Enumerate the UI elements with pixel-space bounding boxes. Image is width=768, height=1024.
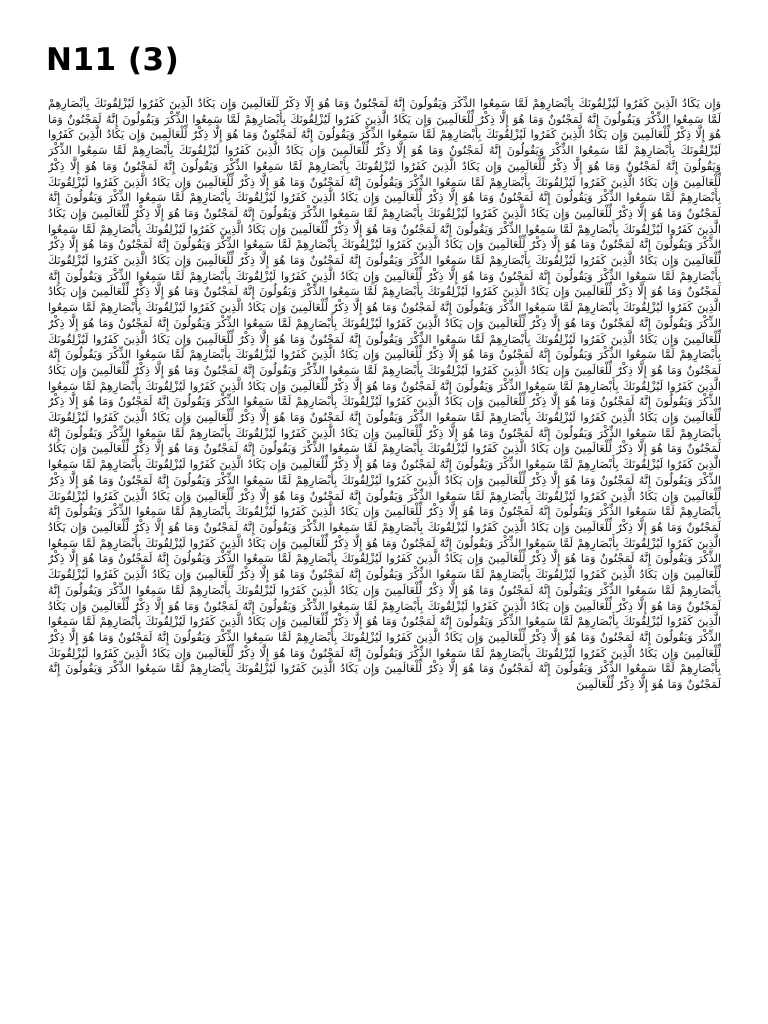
- arabic-body-text: وَإِن يَكَادُ الَّذِينَ كَفَرُوا لَيُزْلِقُونَكَ بِأَبْصَارِهِمْ لَمَّا سَمِعُوا الذِّكْرَ وَيَقُولُونَ إِنَّهُ لَمَجْنُونٌ وَمَا هُوَ إِلَّا ذِكْرٌ لِّلْعَالَمِينَ وَإِن يَكَادُ الَّذِينَ كَفَرُوا لَيُزْلِقُونَكَ بِأَبْصَارِهِمْ لَمَّا سَمِعُوا الذِّكْرَ وَيَقُولُونَ إِنَّهُ لَمَجْنُونٌ وَمَا هُوَ إِلَّا ذِكْرٌ لِّلْعَالَمِينَ وَإِن يَكَادُ الَّذِينَ كَفَرُوا لَيُزْلِقُونَكَ بِأَبْصَارِهِمْ لَمَّا سَمِعُوا الذِّكْرَ وَيَقُولُونَ إِنَّهُ لَمَجْنُونٌ وَمَا هُوَ إِلَّا ذِكْرٌ لِّلْعَالَمِينَ وَإِن يَكَادُ الَّذِينَ كَفَرُوا لَيُزْلِقُونَكَ بِأَبْصَارِهِمْ لَمَّا سَمِعُوا الذِّكْرَ وَيَقُولُونَ إِنَّهُ لَمَجْنُونٌ وَمَا هُوَ إِلَّا ذِكْرٌ لِّلْعَالَمِينَ وَإِن يَكَادُ الَّذِينَ كَفَرُوا لَيُزْلِقُونَكَ بِأَبْصَارِهِمْ لَمَّا سَمِعُوا الذِّكْرَ وَيَقُولُونَ إِنَّهُ لَمَجْنُونٌ وَمَا هُوَ إِلَّا ذِكْرٌ لِّلْعَالَمِينَ وَإِن يَكَادُ الَّذِينَ كَفَرُوا لَيُزْلِقُونَكَ بِأَبْصَارِهِمْ لَمَّا سَمِعُوا الذِّكْرَ وَيَقُولُونَ إِنَّهُ لَمَجْنُونٌ وَمَا هُوَ إِلَّا ذِكْرٌ لِّلْعَالَمِينَ وَإِن يَكَادُ الَّذِينَ كَفَرُوا لَيُزْلِقُونَكَ بِأَبْصَارِهِمْ لَمَّا سَمِعُوا الذِّكْرَ وَيَقُولُونَ إِنَّهُ لَمَجْنُونٌ وَمَا هُوَ إِلَّا ذِكْرٌ لِّلْعَالَمِينَ وَإِن يَكَادُ الَّذِينَ كَفَرُوا لَيُزْلِقُونَكَ بِأَبْصَارِهِمْ لَمَّا سَمِعُوا الذِّكْرَ وَيَقُولُونَ إِنَّهُ لَمَجْنُونٌ وَمَا هُوَ إِلَّا ذِكْرٌ لِّلْعَالَمِينَ وَإِن يَكَادُ الَّذِينَ كَفَرُوا لَيُزْلِقُونَكَ بِأَبْصَارِهِمْ لَمَّا سَمِعُوا الذِّكْرَ وَيَقُولُونَ إِنَّهُ لَمَجْنُونٌ وَمَا هُوَ إِلَّا ذِكْرٌ لِّلْعَالَمِينَ وَإِن يَكَادُ الَّذِينَ كَفَرُوا لَيُزْلِقُونَكَ بِأَبْصَارِهِمْ لَمَّا سَمِعُوا الذِّكْرَ وَيَقُولُونَ إِنَّهُ لَمَجْنُونٌ وَمَا هُوَ إِلَّا ذِكْرٌ لِّلْعَالَمِينَ وَإِن يَكَادُ الَّذِينَ كَفَرُوا لَيُزْلِقُونَكَ بِأَبْصَارِهِمْ لَمَّا سَمِعُوا الذِّكْرَ وَيَقُولُونَ إِنَّهُ لَمَجْنُونٌ وَمَا هُوَ إِلَّا ذِكْرٌ لِّلْعَالَمِينَ وَإِن يَكَادُ الَّذِينَ كَفَرُوا لَيُزْلِقُونَكَ بِأَبْصَارِهِمْ لَمَّا سَمِعُوا الذِّكْرَ وَيَقُولُونَ إِنَّهُ لَمَجْنُونٌ وَمَا هُوَ إِلَّا ذِكْرٌ لِّلْعَالَمِينَ وَإِن يَكَادُ الَّذِينَ كَفَرُوا لَيُزْلِقُونَكَ بِأَبْصَارِهِمْ لَمَّا سَمِعُوا الذِّكْرَ وَيَقُولُونَ إِنَّهُ لَمَجْنُونٌ وَمَا هُوَ إِلَّا ذِكْرٌ لِّلْعَالَمِينَ وَإِن يَكَادُ الَّذِينَ كَفَرُوا لَيُزْلِقُونَكَ بِأَبْصَارِهِمْ لَمَّا سَمِعُوا الذِّكْرَ وَيَقُولُونَ إِنَّهُ لَمَجْنُونٌ وَمَا هُوَ إِلَّا ذِكْرٌ لِّلْعَالَمِينَ وَإِن يَكَادُ الَّذِينَ كَفَرُوا لَيُزْلِقُونَكَ بِأَبْصَارِهِمْ لَمَّا سَمِعُوا الذِّكْرَ وَيَقُولُونَ إِنَّهُ لَمَجْنُونٌ وَمَا هُوَ إِلَّا ذِكْرٌ لِّلْعَالَمِينَ وَإِن يَكَادُ الَّذِينَ كَفَرُوا لَيُزْلِقُونَكَ بِأَبْصَارِهِمْ لَمَّا سَمِعُوا الذِّكْرَ وَيَقُولُونَ إِنَّهُ لَمَجْنُونٌ وَمَا هُوَ إِلَّا ذِكْرٌ لِّلْعَالَمِينَ وَإِن يَكَادُ الَّذِينَ كَفَرُوا لَيُزْلِقُونَكَ بِأَبْصَارِهِمْ لَمَّا سَمِعُوا الذِّكْرَ وَيَقُولُونَ إِنَّهُ لَمَجْنُونٌ وَمَا هُوَ إِلَّا ذِكْرٌ لِّلْعَالَمِينَ وَإِن يَكَادُ الَّذِينَ كَفَرُوا لَيُزْلِقُونَكَ بِأَبْصَارِهِمْ لَمَّا سَمِعُوا الذِّكْرَ وَيَقُولُونَ إِنَّهُ لَمَجْنُونٌ وَمَا هُوَ إِلَّا ذِكْرٌ لِّلْعَالَمِينَ وَإِن يَكَادُ الَّذِينَ كَفَرُوا لَيُزْلِقُونَكَ بِأَبْصَارِهِمْ لَمَّا سَمِعُوا الذِّكْرَ وَيَقُولُونَ إِنَّهُ لَمَجْنُونٌ وَمَا هُوَ إِلَّا ذِكْرٌ لِّلْعَالَمِينَ وَإِن يَكَادُ الَّذِينَ كَفَرُوا لَيُزْلِقُونَكَ بِأَبْصَارِهِمْ لَمَّا سَمِعُوا الذِّكْرَ وَيَقُولُونَ إِنَّهُ لَمَجْنُونٌ وَمَا هُوَ إِلَّا ذِكْرٌ لِّلْعَالَمِينَ وَإِن يَكَادُ الَّذِينَ كَفَرُوا لَيُزْلِقُونَكَ بِأَبْصَارِهِمْ لَمَّا سَمِعُوا الذِّكْرَ وَيَقُولُونَ إِنَّهُ لَمَجْنُونٌ وَمَا هُوَ إِلَّا ذِكْرٌ لِّلْعَالَمِينَ وَإِن يَكَادُ الَّذِينَ كَفَرُوا لَيُزْلِقُونَكَ بِأَبْصَارِهِمْ لَمَّا سَمِعُوا الذِّكْرَ وَيَقُولُونَ إِنَّهُ لَمَجْنُونٌ وَمَا هُوَ إِلَّا ذِكْرٌ لِّلْعَالَمِينَ وَإِن يَكَادُ الَّذِينَ كَفَرُوا لَيُزْلِقُونَكَ بِأَبْصَارِهِمْ لَمَّا سَمِعُوا الذِّكْرَ وَيَقُولُونَ إِنَّهُ لَمَجْنُونٌ وَمَا هُوَ إِلَّا ذِكْرٌ لِّلْعَالَمِينَ وَإِن يَكَادُ الَّذِينَ كَفَرُوا لَيُزْلِقُونَكَ بِأَبْصَارِهِمْ لَمَّا سَمِعُوا الذِّكْرَ وَيَقُولُونَ إِنَّهُ لَمَجْنُونٌ وَمَا هُوَ إِلَّا ذِكْرٌ لِّلْعَالَمِينَ وَإِن يَكَادُ الَّذِينَ كَفَرُوا لَيُزْلِقُونَكَ بِأَبْصَارِهِمْ لَمَّا سَمِعُوا الذِّكْرَ وَيَقُولُونَ إِنَّهُ لَمَجْنُونٌ وَمَا هُوَ إِلَّا ذِكْرٌ لِّلْعَالَمِينَ وَإِن يَكَادُ الَّذِينَ كَفَرُوا لَيُزْلِقُونَكَ بِأَبْصَارِهِمْ لَمَّا سَمِعُوا الذِّكْرَ وَيَقُولُونَ إِنَّهُ لَمَجْنُونٌ وَمَا هُوَ إِلَّا ذِكْرٌ لِّلْعَالَمِينَ وَإِن يَكَادُ الَّذِينَ كَفَرُوا لَيُزْلِقُونَكَ بِأَبْصَارِهِمْ لَمَّا سَمِعُوا الذِّكْرَ وَيَقُولُونَ إِنَّهُ لَمَجْنُونٌ وَمَا هُوَ إِلَّا ذِكْرٌ لِّلْعَالَمِينَ وَإِن يَكَادُ الَّذِينَ كَفَرُوا لَيُزْلِقُونَكَ بِأَبْصَارِهِمْ لَمَّا سَمِعُوا الذِّكْرَ وَيَقُولُونَ إِنَّهُ لَمَجْنُونٌ وَمَا هُوَ إِلَّا ذِكْرٌ لِّلْعَالَمِينَ وَإِن يَكَادُ الَّذِينَ كَفَرُوا لَيُزْلِقُونَكَ بِأَبْصَارِهِمْ لَمَّا سَمِعُوا الذِّكْرَ وَيَقُولُونَ إِنَّهُ لَمَجْنُونٌ وَمَا هُوَ إِلَّا ذِكْرٌ لِّلْعَالَمِينَ وَإِن يَكَادُ الَّذِينَ كَفَرُوا لَيُزْلِقُونَكَ بِأَبْصَارِهِمْ لَمَّا سَمِعُوا الذِّكْرَ وَيَقُولُونَ إِنَّهُ لَمَجْنُونٌ وَمَا هُوَ إِلَّا ذِكْرٌ لِّلْعَالَمِينَ وَإِن يَكَادُ الَّذِينَ كَفَرُوا لَيُزْلِقُونَكَ بِأَبْصَارِهِمْ لَمَّا سَمِعُوا الذِّكْرَ وَيَقُولُونَ إِنَّهُ لَمَجْنُونٌ وَمَا هُوَ إِلَّا ذِكْرٌ لِّلْعَالَمِينَ وَإِن يَكَادُ الَّذِينَ كَفَرُوا لَيُزْلِقُونَكَ بِأَبْصَارِهِمْ لَمَّا سَمِعُوا الذِّكْرَ وَيَقُولُونَ إِنَّهُ لَمَجْنُونٌ وَمَا هُوَ إِلَّا ذِكْرٌ لِّلْعَالَمِينَ وَإِن يَكَادُ الَّذِينَ كَفَرُوا لَيُزْلِقُونَكَ بِأَبْصَارِهِمْ لَمَّا سَمِعُوا الذِّكْرَ وَيَقُولُونَ إِنَّهُ لَمَجْنُونٌ وَمَا هُوَ إِلَّا ذِكْرٌ لِّلْعَالَمِينَ وَإِن يَكَادُ الَّذِينَ كَفَرُوا لَيُزْلِقُونَكَ بِأَبْصَارِهِمْ لَمَّا سَمِعُوا الذِّكْرَ وَيَقُولُونَ إِنَّهُ لَمَجْنُونٌ وَمَا هُوَ إِلَّا ذِكْرٌ لِّلْعَالَمِينَ وَإِن يَكَادُ الَّذِينَ كَفَرُوا لَيُزْلِقُونَكَ بِأَبْصَارِهِمْ لَمَّا سَمِعُوا الذِّكْرَ وَيَقُولُونَ إِنَّهُ لَمَجْنُونٌ وَمَا هُوَ إِلَّا ذِكْرٌ لِّلْعَالَمِينَ وَإِن يَكَادُ الَّذِينَ كَفَرُوا لَيُزْلِقُونَكَ بِأَبْصَارِهِمْ لَمَّا سَمِعُوا الذِّكْرَ وَيَقُولُونَ إِنَّهُ لَمَجْنُونٌ وَمَا هُوَ إِلَّا ذِكْرٌ لِّلْعَالَمِينَ وَإِن يَكَادُ الَّذِينَ كَفَرُوا لَيُزْلِقُونَكَ بِأَبْصَارِهِمْ لَمَّا سَمِعُوا الذِّكْرَ وَيَقُولُونَ إِنَّهُ لَمَجْنُونٌ وَمَا هُوَ إِلَّا ذِكْرٌ لِّلْعَالَمِينَ وَإِن يَكَادُ الَّذِينَ كَفَرُوا لَيُزْلِقُونَكَ بِأَبْصَارِهِمْ لَمَّا سَمِعُوا الذِّكْرَ وَيَقُولُونَ إِنَّهُ لَمَجْنُونٌ وَمَا هُوَ إِلَّا ذِكْرٌ لِّلْعَالَمِينَ وَإِن يَكَادُ الَّذِينَ كَفَرُوا لَيُزْلِقُونَكَ بِأَبْصَارِهِمْ لَمَّا سَمِعُوا الذِّكْرَ وَيَقُولُونَ إِنَّهُ لَمَجْنُونٌ وَمَا هُوَ إِلَّا ذِكْرٌ لِّلْعَالَمِينَ وَإِن يَكَادُ الَّذِينَ كَفَرُوا لَيُزْلِقُونَكَ بِأَبْصَارِهِمْ لَمَّا سَمِعُوا الذِّكْرَ وَيَقُولُونَ إِنَّهُ لَمَجْنُونٌ وَمَا هُوَ إِلَّا ذِكْرٌ لِّلْعَالَمِينَ وَإِن يَكَادُ الَّذِينَ كَفَرُوا لَيُزْلِقُونَكَ بِأَبْصَارِهِمْ لَمَّا سَمِعُوا الذِّكْرَ وَيَقُولُونَ إِنَّهُ لَمَجْنُونٌ وَمَا هُوَ إِلَّا ذِكْرٌ لِّلْعَالَمِينَ وَإِن يَكَادُ الَّذِينَ كَفَرُوا لَيُزْلِقُونَكَ بِأَبْصَارِهِمْ لَمَّا سَمِعُوا الذِّكْرَ وَيَقُولُونَ إِنَّهُ لَمَجْنُونٌ وَمَا هُوَ إِلَّا ذِكْرٌ لِّلْعَالَمِينَ وَإِن يَكَادُ الَّذِينَ كَفَرُوا لَيُزْلِقُونَكَ بِأَبْصَارِهِمْ لَمَّا سَمِعُوا الذِّكْرَ وَيَقُولُونَ إِنَّهُ لَمَجْنُونٌ وَمَا هُوَ إِلَّا ذِكْرٌ لِّلْعَالَمِينَ وَإِن يَكَادُ الَّذِينَ كَفَرُوا لَيُزْلِقُونَكَ بِأَبْصَارِهِمْ لَمَّا سَمِعُوا الذِّكْرَ وَيَقُولُونَ إِنَّهُ لَمَجْنُونٌ وَمَا هُوَ إِلَّا ذِكْرٌ لِّلْعَالَمِينَ وَإِن يَكَادُ الَّذِينَ كَفَرُوا لَيُزْلِقُونَكَ بِأَبْصَارِهِمْ لَمَّا سَمِعُوا الذِّكْرَ وَيَقُولُونَ إِنَّهُ لَمَجْنُونٌ وَمَا هُوَ إِلَّا ذِكْرٌ لِّلْعَالَمِينَ وَإِن يَكَادُ الَّذِينَ كَفَرُوا لَيُزْلِقُونَكَ بِأَبْصَارِهِمْ لَمَّا سَمِعُوا الذِّكْرَ وَيَقُولُونَ إِنَّهُ لَمَجْنُونٌ وَمَا هُوَ إِلَّا ذِكْرٌ لِّلْعَالَمِينَ وَإِن يَكَادُ الَّذِينَ كَفَرُوا لَيُزْلِقُونَكَ بِأَبْصَارِهِمْ لَمَّا سَمِعُوا الذِّكْرَ وَيَقُولُونَ إِنَّهُ لَمَجْنُونٌ وَمَا هُوَ إِلَّا ذِكْرٌ لِّلْعَالَمِينَ وَإِن يَكَادُ الَّذِينَ كَفَرُوا لَيُزْلِقُونَكَ بِأَبْصَارِهِمْ لَمَّا سَمِعُوا الذِّكْرَ وَيَقُولُونَ إِنَّهُ لَمَجْنُونٌ وَمَا هُوَ إِلَّا ذِكْرٌ لِّلْعَالَمِينَ وَإِن يَكَادُ الَّذِينَ كَفَرُوا لَيُزْلِقُونَكَ بِأَبْصَارِهِمْ لَمَّا سَمِعُوا الذِّكْرَ وَيَقُولُونَ إِنَّهُ لَمَجْنُونٌ وَمَا هُوَ إِلَّا ذِكْرٌ لِّلْعَالَمِينَ وَإِن يَكَادُ الَّذِينَ كَفَرُوا لَيُزْلِقُونَكَ بِأَبْصَارِهِمْ لَمَّا سَمِعُوا الذِّكْرَ وَيَقُولُونَ إِنَّهُ لَمَجْنُونٌ وَمَا هُوَ إِلَّا ذِكْرٌ لِّلْعَالَمِينَ وَإِن يَكَادُ الَّذِينَ كَفَرُوا لَيُزْلِقُونَكَ بِأَبْصَارِهِمْ لَمَّا سَمِعُوا الذِّكْرَ وَيَقُولُونَ إِنَّهُ لَمَجْنُونٌ وَمَا هُوَ إِلَّا ذِكْرٌ لِّلْعَالَمِينَ وَإِن يَكَادُ الَّذِينَ كَفَرُوا لَيُزْلِقُونَكَ بِأَبْصَارِهِمْ لَمَّا سَمِعُوا الذِّكْرَ وَيَقُولُونَ إِنَّهُ لَمَجْنُونٌ وَمَا هُوَ إِلَّا ذِكْرٌ لِّلْعَالَمِينَ: [48, 97, 721, 692]
- page-title: N11 (3): [46, 42, 180, 78]
